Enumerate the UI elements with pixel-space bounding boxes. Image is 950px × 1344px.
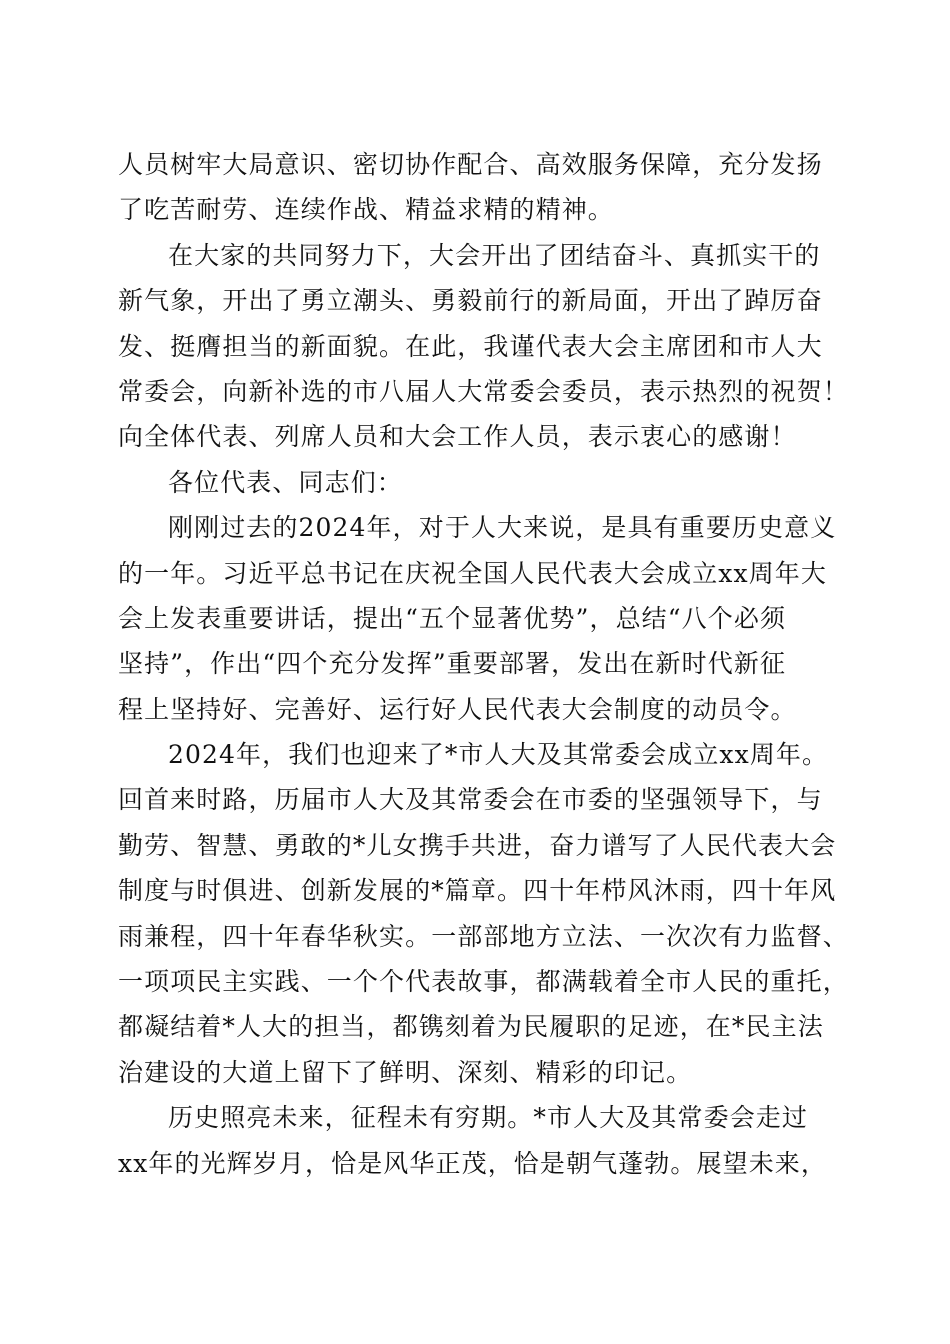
text-line: 治建设的大道上留下了鲜明、深刻、精彩的印记。 [118, 1057, 693, 1087]
text-line: 刚刚过去的2024年，对于人大来说，是具有重要历史意义 [168, 513, 837, 543]
paragraph-staff-spirit [118, 142, 838, 233]
text-line: 一项项民主实践、一个个代表故事，都满载着全市人民的重托， [118, 967, 849, 997]
document-body [118, 142, 849, 1186]
text-line: xx年的光辉岁月，恰是风华正茂，恰是朝气蓬勃。展望未来， [118, 1148, 828, 1178]
text-line: 常委会，向新补选的市八届人大常委会委员，表示热烈的祝贺！ [118, 376, 849, 406]
text-line: 雨兼程，四十年春华秋实。一部部地方立法、一次次有力监督、 [118, 921, 849, 951]
text-line: 向全体代表、列席人员和大会工作人员，表示衷心的感谢！ [118, 422, 797, 452]
text-line: 各位代表、同志们： [168, 467, 403, 497]
paragraph-anniversary [118, 732, 849, 1095]
text-line: 都凝结着*人大的担当，都镌刻着为民履职的足迹，在*民主法 [118, 1012, 824, 1042]
text-line: 坚持”，作出“四个充分发挥”重要部署，发出在新时代新征 [118, 649, 787, 679]
text-line: 勤劳、智慧、勇敢的*儿女携手共进，奋力谱写了人民代表大会 [118, 830, 837, 860]
text-line: 在大家的共同努力下，大会开出了团结奋斗、真抓实干的 [168, 240, 821, 270]
text-line: 了吃苦耐劳、连续作战、精益求精的精神。 [118, 195, 614, 225]
text-line: 的一年。习近平总书记在庆祝全国人民代表大会成立xx周年大 [118, 558, 828, 588]
text-line: 发、挺膺担当的新面貌。在此，我谨代表大会主席团和市人大 [118, 331, 823, 361]
text-line: 程上坚持好、完善好、运行好人民代表大会制度的动员令。 [118, 694, 797, 724]
paragraph-future [118, 1095, 838, 1186]
text-line: 历史照亮未来，征程未有穷期。*市人大及其常委会走过 [168, 1103, 809, 1133]
text-line: 回首来时路，历届市人大及其常委会在市委的坚强领导下，与 [118, 785, 823, 815]
text-line: 人员树牢大局意识、密切协作配合、高效服务保障，充分发扬 [118, 150, 823, 179]
text-line: 制度与时俱进、创新发展的*篇章。四十年栉风沐雨，四十年风 [118, 876, 837, 906]
text-line: 会上发表重要讲话，提出“五个显著优势”，总结“八个必须 [118, 603, 787, 633]
paragraph-salutation [118, 460, 838, 505]
text-line: 2024年，我们也迎来了*市人大及其常委会成立xx周年。 [168, 740, 829, 770]
text-line: 新气象，开出了勇立潮头、勇毅前行的新局面，开出了踔厉奋 [118, 286, 823, 316]
paragraph-2024-significance [118, 505, 838, 732]
paragraph-congratulations [118, 233, 849, 460]
